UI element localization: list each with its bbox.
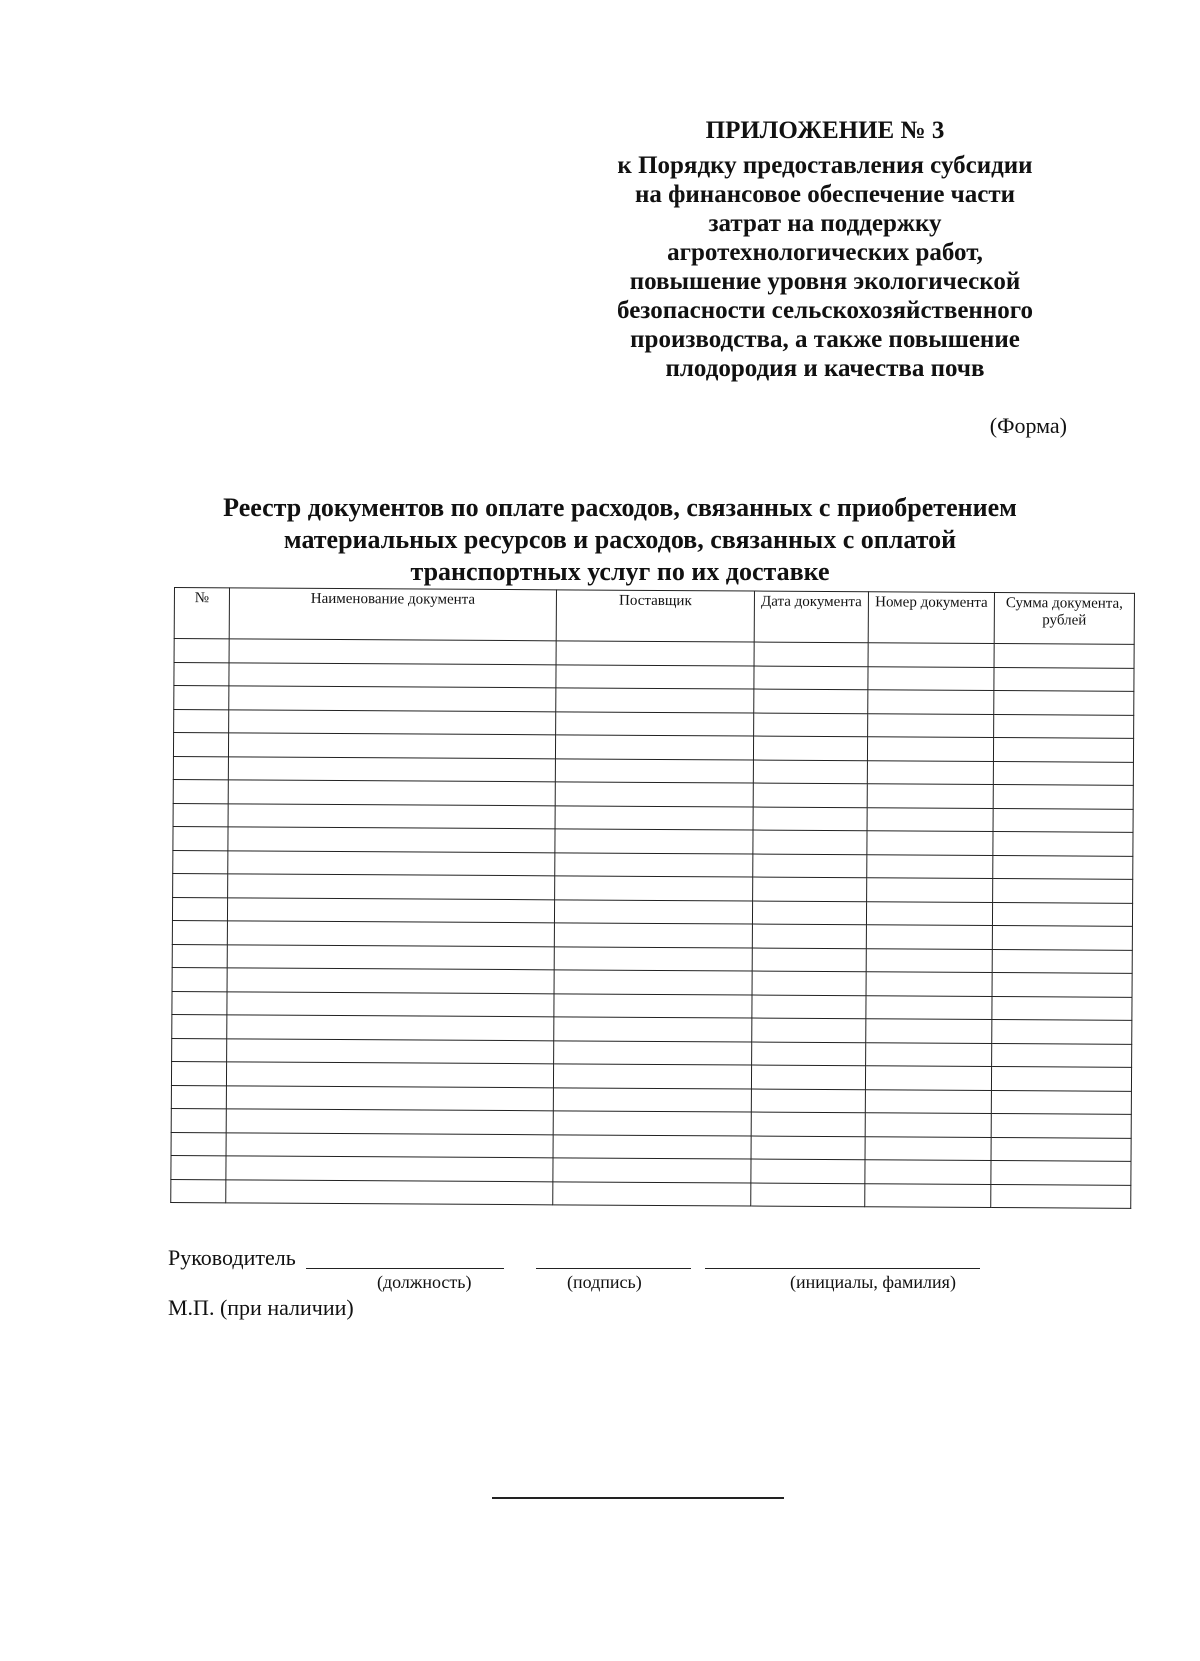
table-cell[interactable] (867, 784, 993, 808)
appendix-line: производства, а также повышение (630, 326, 1020, 353)
table-cell[interactable] (866, 1042, 992, 1066)
table-cell[interactable] (553, 1087, 751, 1112)
table-cell[interactable] (992, 973, 1132, 997)
table-cell[interactable] (993, 785, 1133, 809)
table-cell[interactable] (226, 1179, 553, 1204)
register-title (180, 492, 1060, 588)
table-cell[interactable] (992, 996, 1132, 1020)
table-cell[interactable] (752, 901, 866, 925)
register-title-line: материальных ресурсов и расходов, связанных с оплатой (283, 525, 957, 554)
table-cell[interactable] (229, 662, 556, 687)
appendix-block (585, 116, 1065, 383)
table-cell[interactable] (171, 1132, 226, 1156)
table-cell[interactable] (868, 666, 994, 690)
table-cell[interactable] (752, 1042, 866, 1066)
stamp-label: М.П. (при наличии) (168, 1295, 354, 1320)
table-cell[interactable] (994, 714, 1134, 738)
table-cell[interactable] (865, 1183, 991, 1207)
table-cell[interactable] (554, 1040, 752, 1065)
table-cell[interactable] (992, 1020, 1132, 1044)
table-cell[interactable] (991, 1137, 1131, 1161)
table-cell[interactable] (865, 1066, 991, 1090)
table-cell[interactable] (171, 1108, 226, 1132)
table-cell[interactable] (556, 641, 754, 666)
table-cell[interactable] (227, 921, 554, 946)
table-cell[interactable] (866, 948, 992, 972)
table-cell[interactable] (228, 827, 555, 852)
table-cell[interactable] (993, 879, 1133, 903)
table-cell[interactable] (753, 854, 867, 878)
table-row (171, 1179, 1131, 1208)
table-cell[interactable] (172, 1038, 227, 1062)
table-cell[interactable] (867, 854, 993, 878)
table-cell[interactable] (868, 713, 994, 737)
table-cell[interactable] (171, 1155, 226, 1179)
table-cell[interactable] (752, 924, 866, 948)
table-cell[interactable] (865, 1136, 991, 1160)
table-cell[interactable] (174, 686, 229, 710)
table-cell[interactable] (555, 758, 753, 783)
table-cell[interactable] (753, 877, 867, 901)
table-cell[interactable] (865, 1089, 991, 1113)
table-cell[interactable] (754, 713, 868, 737)
appendix-line: агротехнологических работ, (667, 239, 983, 266)
appendix-line: повышение уровня экологической (629, 268, 1021, 295)
table-cell[interactable] (753, 807, 867, 831)
table-cell[interactable] (992, 926, 1132, 950)
table-cell[interactable] (556, 664, 754, 689)
table-cell[interactable] (172, 1014, 227, 1038)
table-cell[interactable] (555, 829, 753, 854)
table-cell[interactable] (173, 733, 228, 757)
table-cell[interactable] (553, 1111, 751, 1136)
table-header-row (174, 588, 1134, 645)
table-cell[interactable] (867, 807, 993, 831)
table-cell[interactable] (554, 993, 752, 1018)
column-header-document-name: Наименование документа (229, 588, 556, 641)
table-cell[interactable] (751, 1112, 865, 1136)
table-cell[interactable] (172, 897, 227, 921)
table-cell[interactable] (751, 1065, 865, 1089)
register-title-line: Реестр документов по оплате расходов, связанных с приобретением (223, 493, 1017, 522)
table-cell[interactable] (994, 644, 1134, 668)
table-cell[interactable] (555, 735, 753, 760)
table-cell[interactable] (752, 948, 866, 972)
table-cell[interactable] (554, 970, 752, 995)
table-cell[interactable] (553, 1181, 751, 1206)
table-cell[interactable] (173, 850, 228, 874)
table-cell[interactable] (991, 1161, 1131, 1185)
table-cell[interactable] (555, 852, 753, 877)
table-cell[interactable] (226, 1132, 553, 1157)
table-cell[interactable] (754, 666, 868, 690)
table-cell[interactable] (172, 967, 227, 991)
table-cell[interactable] (993, 738, 1133, 762)
table-cell[interactable] (228, 733, 555, 758)
table-cell[interactable] (173, 803, 228, 827)
signature-label: Руководитель (168, 1245, 296, 1270)
table-cell[interactable] (173, 779, 228, 803)
table-cell[interactable] (227, 991, 554, 1016)
appendix-line: на финансовое обеспечение части (634, 181, 1016, 208)
table-cell[interactable] (994, 691, 1134, 715)
table-cell[interactable] (171, 1085, 226, 1109)
table-cell[interactable] (868, 643, 994, 667)
appendix-line: к Порядку предоставления субсидии (617, 152, 1033, 179)
table-cell[interactable] (228, 850, 555, 875)
table-cell[interactable] (867, 831, 993, 855)
position-line[interactable] (306, 1268, 504, 1269)
table-cell[interactable] (993, 832, 1133, 856)
table-cell[interactable] (991, 1067, 1131, 1091)
appendix-line: затрат на поддержку (708, 210, 942, 237)
table-cell[interactable] (172, 944, 227, 968)
table-cell[interactable] (553, 1134, 751, 1159)
table-cell[interactable] (228, 780, 555, 805)
table-cell[interactable] (229, 709, 556, 734)
table-cell[interactable] (226, 1109, 553, 1134)
name-line[interactable] (705, 1268, 980, 1269)
name-caption: (инициалы, фамилия) (790, 1272, 956, 1292)
signature-block (168, 1245, 1068, 1335)
table-cell[interactable] (865, 1160, 991, 1184)
table-cell[interactable] (555, 782, 753, 807)
table-cell[interactable] (228, 874, 555, 899)
table-cell[interactable] (556, 688, 754, 713)
table-cell[interactable] (991, 1184, 1131, 1208)
appendix-heading: ПРИЛОЖЕНИЕ № 3 (705, 117, 945, 144)
table-cell[interactable] (553, 1158, 751, 1183)
position-caption: (должность) (377, 1272, 472, 1292)
table-cell[interactable] (171, 1061, 226, 1085)
column-header-document-number: Номер документа (868, 592, 994, 644)
table-cell[interactable] (226, 1085, 553, 1110)
column-header-supplier: Поставщик (556, 590, 754, 642)
table-cell[interactable] (753, 830, 867, 854)
table-cell[interactable] (228, 756, 555, 781)
table-cell[interactable] (173, 873, 228, 897)
bottom-rule (492, 1497, 784, 1499)
table-cell[interactable] (173, 826, 228, 850)
column-header-document-sum: Сумма документа, рублей (994, 593, 1134, 645)
table-cell[interactable] (992, 902, 1132, 926)
table-cell[interactable] (171, 1179, 226, 1203)
table-cell[interactable] (227, 944, 554, 969)
table-cell[interactable] (867, 760, 993, 784)
table-cell[interactable] (173, 756, 228, 780)
table-cell[interactable] (993, 761, 1133, 785)
table-body (171, 639, 1134, 1209)
table-cell[interactable] (994, 667, 1134, 691)
table-cell[interactable] (866, 1019, 992, 1043)
table-cell[interactable] (867, 737, 993, 761)
table-cell[interactable] (993, 808, 1133, 832)
table-cell[interactable] (751, 1136, 865, 1160)
appendix-line: плодородия и качества почв (665, 355, 985, 382)
registry-table (170, 587, 1135, 1209)
table-cell[interactable] (174, 709, 229, 733)
table-cell[interactable] (555, 805, 753, 830)
table-cell[interactable] (555, 876, 753, 901)
table-cell[interactable] (229, 639, 556, 664)
table-cell[interactable] (991, 1114, 1131, 1138)
appendix-line: безопасности сельскохозяйственного (617, 297, 1033, 324)
table-cell[interactable] (228, 803, 555, 828)
table-cell[interactable] (172, 920, 227, 944)
table-cell[interactable] (752, 995, 866, 1019)
table-cell[interactable] (174, 639, 229, 663)
table-cell[interactable] (754, 642, 868, 666)
table-cell[interactable] (992, 949, 1132, 973)
table-cell[interactable] (554, 899, 752, 924)
table-cell[interactable] (751, 1089, 865, 1113)
table-cell[interactable] (992, 1043, 1132, 1067)
table-cell[interactable] (227, 1038, 554, 1063)
table-cell[interactable] (174, 662, 229, 686)
table-cell[interactable] (554, 923, 752, 948)
table-cell[interactable] (229, 686, 556, 711)
table-cell[interactable] (227, 897, 554, 922)
table-cell[interactable] (753, 736, 867, 760)
table-cell[interactable] (991, 1090, 1131, 1114)
table-cell[interactable] (866, 995, 992, 1019)
sign-line[interactable] (536, 1268, 691, 1269)
table-cell[interactable] (553, 1064, 751, 1089)
table-cell[interactable] (867, 878, 993, 902)
table-cell[interactable] (866, 972, 992, 996)
table-cell[interactable] (868, 690, 994, 714)
table-cell[interactable] (227, 968, 554, 993)
table-cell[interactable] (554, 946, 752, 971)
table-cell[interactable] (172, 991, 227, 1015)
table-cell[interactable] (753, 783, 867, 807)
table-cell[interactable] (751, 1183, 865, 1207)
form-mark: (Форма) (989, 413, 1067, 438)
table-cell[interactable] (754, 689, 868, 713)
table-cell[interactable] (752, 1018, 866, 1042)
table-cell[interactable] (751, 1159, 865, 1183)
table-cell[interactable] (226, 1062, 553, 1087)
table-cell[interactable] (866, 901, 992, 925)
table-cell[interactable] (556, 711, 754, 736)
table-cell[interactable] (554, 1017, 752, 1042)
table-cell[interactable] (752, 971, 866, 995)
table-cell[interactable] (753, 760, 867, 784)
table-cell[interactable] (993, 855, 1133, 879)
sign-caption: (подпись) (567, 1272, 642, 1292)
table-cell[interactable] (226, 1156, 553, 1181)
register-title-line: транспортных услуг по их доставке (410, 557, 830, 586)
column-header-number: № (174, 588, 229, 639)
table-cell[interactable] (227, 1015, 554, 1040)
table-cell[interactable] (865, 1113, 991, 1137)
table-cell[interactable] (866, 925, 992, 949)
column-header-document-date: Дата документа (754, 591, 868, 643)
